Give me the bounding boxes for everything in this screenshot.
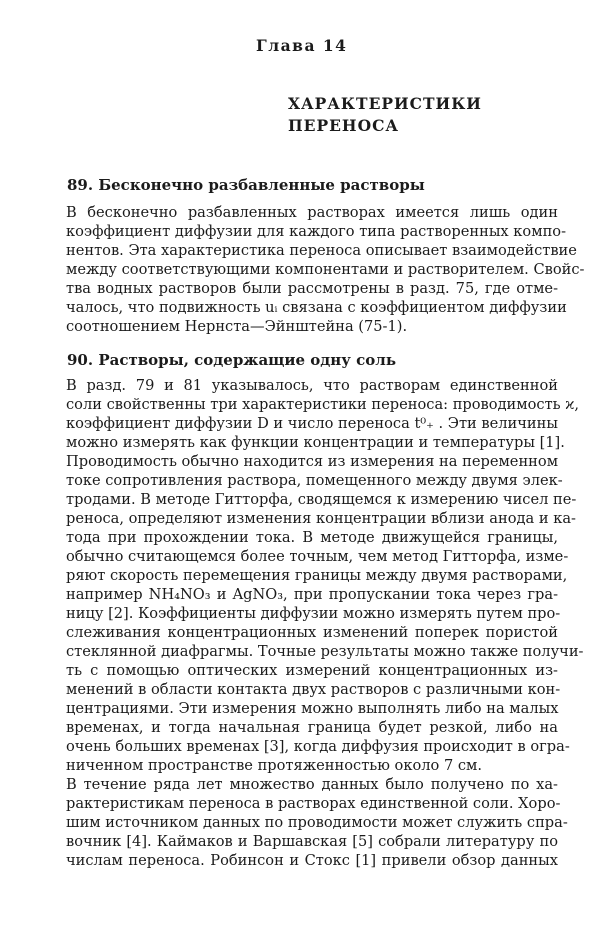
text-line: соли свойственны три характеристики переноса: проводимость ϰ,: [66, 396, 579, 413]
text-line: слеживания концентрационных изменений поперек пористой: [66, 624, 558, 641]
text-line: например NH₄NO₃ и AgNO₃, при пропускании тока через гра-: [66, 586, 558, 603]
text-line: вочник [4]. Каймаков и Варшавская [5] собрали литературу по: [66, 833, 558, 850]
text-line: ницу [2]. Коэффициенты диффузии можно измерять путем про-: [66, 605, 561, 622]
text-line: можно измерять как функции концентрации и температуры [1].: [66, 434, 565, 451]
text-line: нентов. Эта характеристика переноса описывает взаимодействие: [66, 242, 577, 259]
paragraph: [66, 775, 568, 870]
text-line: рактеристикам переноса в растворах единственной соли. Хоро-: [66, 795, 561, 812]
text-line: обычно считающемся более точным, чем метод Гитторфа, изме-: [66, 548, 569, 565]
text-line: реноса, определяют изменения концентрации вблизи анода и ка-: [66, 510, 576, 527]
text-line: коэффициент диффузии для каждого типа растворенных компо-: [66, 223, 567, 240]
text-line: числам переноса. Робинсон и Стокс [1] привели обзор данных: [66, 852, 558, 869]
text-line: тва водных растворов были рассмотрены в разд. 75, где отме-: [66, 280, 558, 297]
text-line: чалось, что подвижность uᵢ связана с коэффициентом диффузии: [66, 299, 567, 316]
text-line: между соответствующими компонентами и растворителем. Свойс-: [66, 261, 585, 278]
chapter-title-line: ХАРАКТЕРИСТИКИ: [288, 94, 482, 113]
text-line: стеклянной диафрагмы. Точные результаты можно также получи-: [66, 643, 584, 660]
text-line: Проводимость обычно находится из измерения на переменном: [66, 453, 559, 470]
paragraph: [66, 376, 584, 775]
text-line: В течение ряда лет множество данных было получено по ха-: [66, 776, 558, 793]
text-line: В разд. 79 и 81 указывалось, что растворам единственной: [66, 377, 558, 394]
text-line: коэффициент диффузии D и число переноса t⁰₊ . Эти величины: [66, 415, 558, 432]
text-line: токе сопротивления раствора, помещенного между двумя элек-: [66, 472, 563, 489]
chapter-title-line: ПЕРЕНОСА: [288, 116, 400, 135]
section-heading-89: 89. Бесконечно разбавленные растворы: [67, 176, 425, 194]
chapter-title: [288, 93, 482, 137]
text-line: очень больших временах [3], когда диффузия происходит в огра-: [66, 738, 570, 755]
text-line: центрациями. Эти измерения можно выполнять либо на малых: [66, 700, 559, 717]
text-line: ть с помощью оптических измерений концентрационных из-: [66, 662, 558, 679]
section-heading-90: 90. Растворы, содержащие одну соль: [67, 351, 396, 369]
text-line: шим источником данных по проводимости может служить спра-: [66, 814, 568, 831]
text-line: временах, и тогда начальная граница будет резкой, либо на: [66, 719, 558, 736]
text-line: тродами. В методе Гитторфа, сводящемся к измерению чисел пе-: [66, 491, 577, 508]
text-line: В бесконечно разбавленных растворах имеется лишь один: [66, 204, 558, 221]
text-line: ниченном пространстве протяженностью около 7 см.: [66, 757, 483, 774]
chapter-label: Глава 14: [256, 36, 348, 55]
text-line: менений в области контакта двух растворов с различными кон-: [66, 681, 561, 698]
text-line: тода при прохождении тока. В методе движущейся границы,: [66, 529, 558, 546]
text-line: соотношением Нернста—Эйнштейна (75-1).: [66, 318, 408, 335]
text-line: ряют скорость перемещения границы между двумя растворами,: [66, 567, 568, 584]
paragraph: [66, 203, 585, 336]
